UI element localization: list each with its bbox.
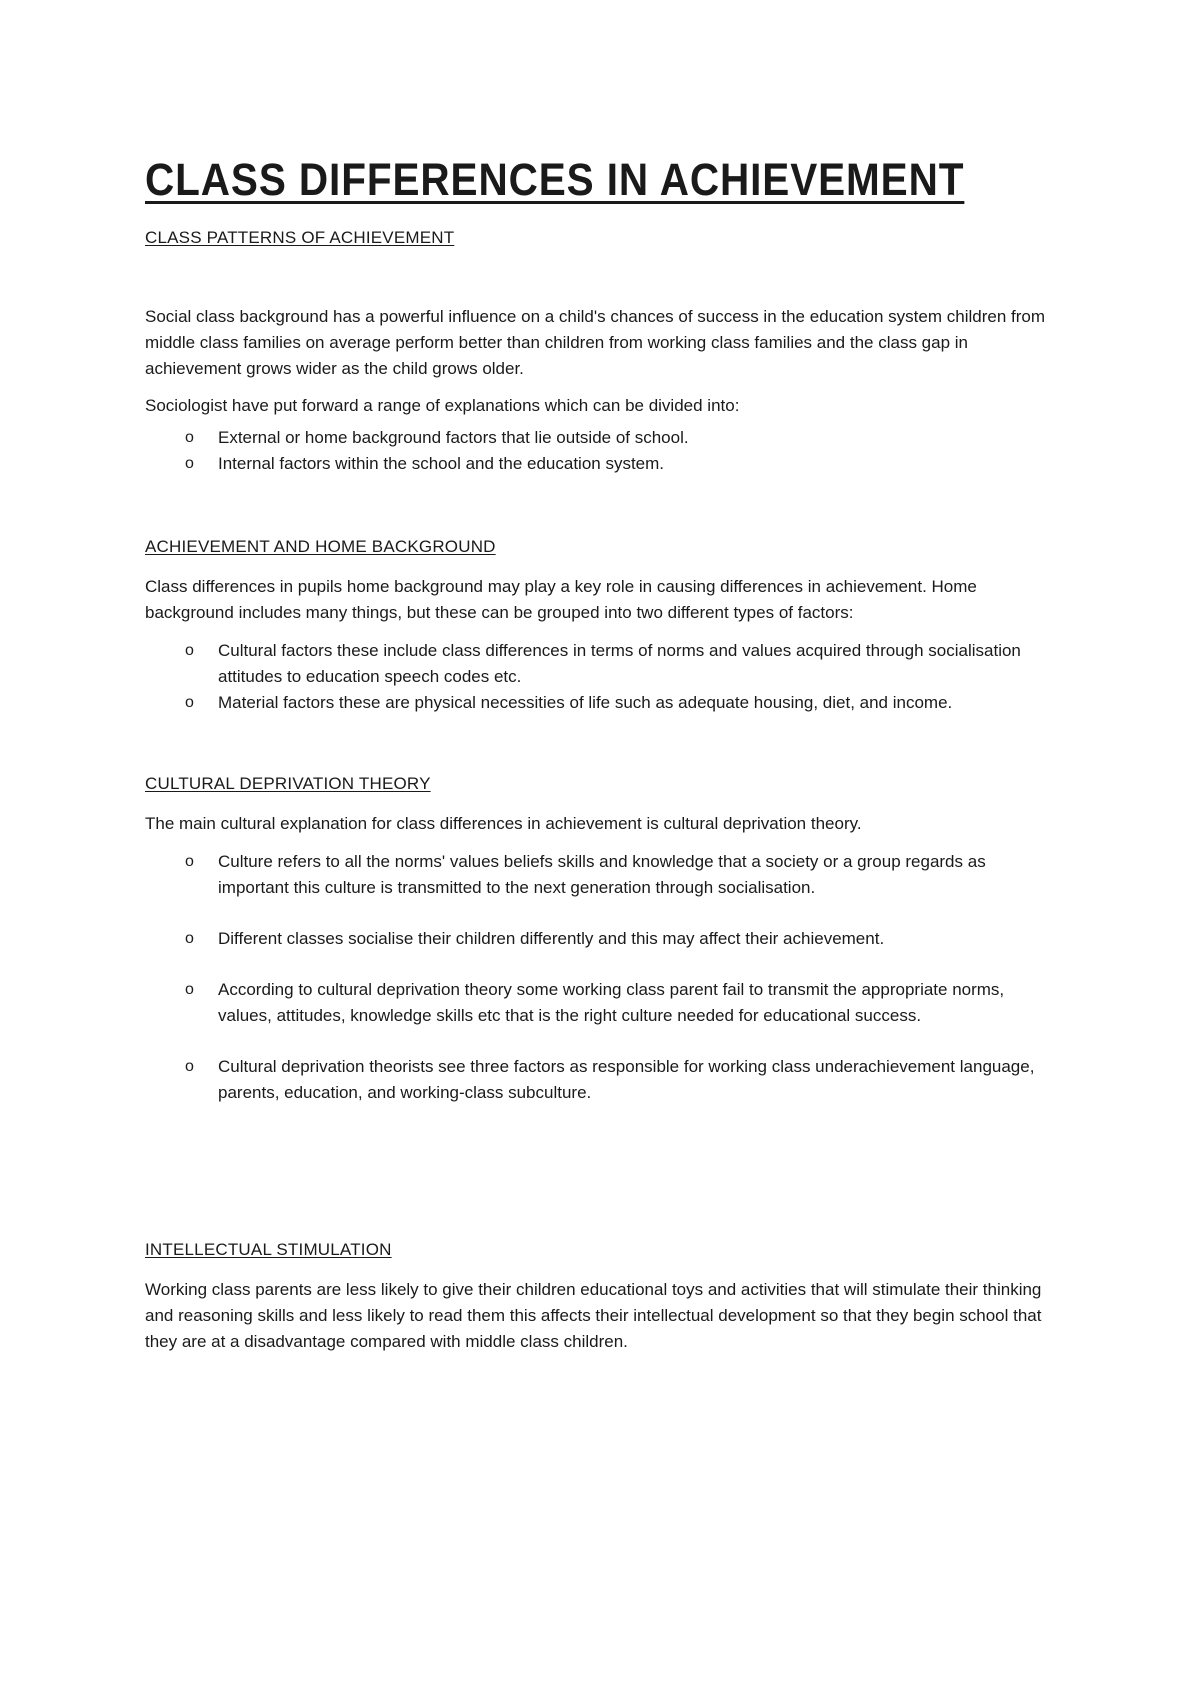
section-heading-class-patterns: CLASS PATTERNS OF ACHIEVEMENT — [145, 228, 455, 247]
section-heading-home-background: ACHIEVEMENT AND HOME BACKGROUND — [145, 537, 496, 556]
bullet-icon: o — [185, 642, 194, 659]
section-heading-cultural-deprivation: CULTURAL DEPRIVATION THEORY — [145, 774, 431, 793]
list-item — [145, 849, 1045, 901]
list-item — [145, 451, 1045, 477]
list-item-text: Cultural factors these include class differences in terms of norms and values acquired through socialisation attitudes to education speech codes etc. — [218, 641, 1021, 686]
bullet-icon: o — [185, 455, 194, 472]
bullet-icon: o — [185, 1058, 194, 1075]
paragraph: The main cultural explanation for class differences in achievement is cultural deprivation theory. — [145, 814, 862, 833]
bullet-icon: o — [185, 853, 194, 870]
document-page — [145, 152, 1045, 1355]
list-item-text: Material factors these are physical necessities of life such as adequate housing, diet, and income. — [218, 693, 953, 712]
bullet-icon: o — [185, 981, 194, 998]
list-item — [145, 977, 1045, 1029]
list-item — [145, 690, 1045, 716]
bullet-list — [145, 638, 1045, 716]
bullet-list — [145, 849, 1045, 1106]
list-item — [145, 638, 1045, 690]
bullet-icon: o — [185, 930, 194, 947]
list-item-text: Cultural deprivation theorists see three factors as responsible for working class underachievement language, parents, education, and working-class subculture. — [218, 1057, 1035, 1102]
list-item-text: Culture refers to all the norms' values beliefs skills and knowledge that a society or a group regards as important this culture is transmitted to the next generation through socialisation. — [218, 852, 986, 897]
list-item — [145, 425, 1045, 451]
bullet-list — [145, 425, 1045, 477]
paragraph: Class differences in pupils home background may play a key role in causing differences in achievement. Home background includes many things, but these can be grouped into two different types of factors: — [145, 577, 977, 622]
bullet-icon: o — [185, 429, 194, 446]
list-item-text: Internal factors within the school and the education system. — [218, 454, 665, 473]
paragraph: Social class background has a powerful influence on a child's chances of success in the education system children from middle class families on average perform better than children from working class families and the class gap in achievement grows wider as the child grows older. — [145, 307, 1046, 378]
list-item-text: According to cultural deprivation theory some working class parent fail to transmit the appropriate norms, values, attitudes, knowledge skills etc that is the right culture needed for educational success. — [218, 980, 1005, 1025]
list-item — [145, 1054, 1045, 1106]
paragraph: Working class parents are less likely to give their children educational toys and activities that will stimulate their thinking and reasoning skills and less likely to read them this affects their intellectual development so that they begin school that they are at a disadvantage compared with middle class children. — [145, 1280, 1042, 1351]
list-item-text: External or home background factors that lie outside of school. — [218, 428, 689, 447]
bullet-icon: o — [185, 694, 194, 711]
list-item — [145, 926, 1045, 952]
section-heading-intellectual-stimulation: INTELLECTUAL STIMULATION — [145, 1240, 392, 1259]
list-item-text: Different classes socialise their children differently and this may affect their achievement. — [218, 929, 885, 948]
document-title: CLASS DIFFERENCES IN ACHIEVEMENT — [145, 154, 965, 205]
paragraph: Sociologist have put forward a range of explanations which can be divided into: — [145, 396, 740, 415]
